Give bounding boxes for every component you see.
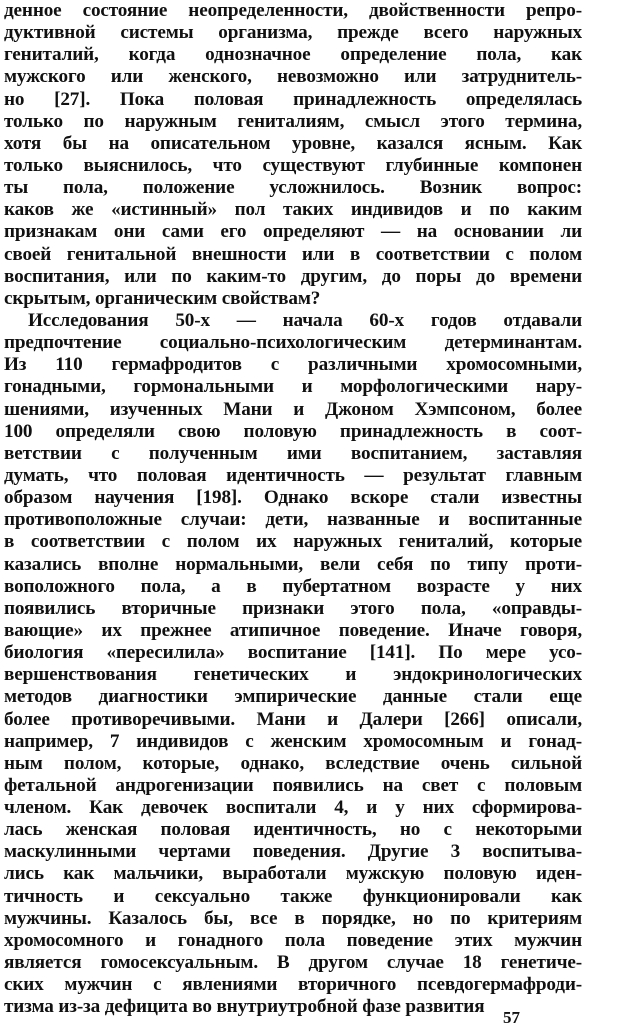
- text-line: лась женская половая идентичность, но с некоторыми: [4, 819, 582, 841]
- text-line: дуктивной системы организма, прежде всего наружных: [4, 22, 582, 44]
- text-line: только выяснилось, что существуют глубинные компонен: [4, 154, 582, 176]
- text-line: биология «пересилила» воспитание [141]. По мере усо-: [4, 642, 582, 664]
- text-line: ты пола, положение усложнилось. Возник вопрос:: [4, 177, 582, 199]
- text-line: мужского или женского, невозможно или затруднитель-: [4, 66, 582, 88]
- text-line: своей генитальной внешности или в соответствии с полом: [4, 243, 582, 265]
- text-line: 100 определяли свою половую принадлежность в соот-: [4, 420, 582, 442]
- text-line: образом научения [198]. Однако вскоре стали известны: [4, 487, 582, 509]
- text-line: Исследования 50-х — начала 60-х годов отдавали: [28, 309, 582, 331]
- text-line: ным полом, которые, однако, вследствие очень сильной: [4, 752, 582, 774]
- text-line: казались вполне нормальными, вели себя по типу проти-: [4, 553, 582, 575]
- text-line: думать, что половая идентичность — результат главным: [4, 464, 582, 486]
- text-line: лись как мальчики, выработали мужскую половую иден-: [4, 863, 582, 885]
- text-line: например, 7 индивидов с женским хромосомным и гонад-: [4, 730, 582, 752]
- text-line: фетальной андрогенизации появились на свет с половым: [4, 774, 582, 796]
- text-line: каков же «истинный» пол таких индивидов и по каким: [4, 199, 582, 221]
- text-line: ветствии с полученным ими воспитанием, заставляя: [4, 442, 582, 464]
- text-line: денное состояние неопределенности, двойственности репро-: [4, 0, 582, 21]
- text-line: шениями, изученных Мани и Джоном Хэмпсоном, более: [4, 398, 582, 420]
- page-number: 57: [503, 1008, 520, 1027]
- text-line: признакам они сами его определяют — на основании ли: [4, 221, 582, 243]
- text-line: гонадными, гормональными и морфологическими нару-: [4, 376, 582, 398]
- text-line: Из 110 гермафродитов с различными хромосомными,: [4, 354, 582, 376]
- text-line: тичность и сексуально также функционировали как: [4, 885, 582, 907]
- text-line: ских мужчин с явлениями вторичного псевдогермафроди-: [4, 974, 582, 996]
- text-line: вершенствования генетических и эндокринологических: [4, 664, 582, 686]
- body-text: [4, 0, 582, 1018]
- text-line: в соответствии с полом их наружных гениталий, которые: [4, 531, 582, 553]
- text-line: хотя бы на описательном уровне, казался ясным. Как: [4, 132, 582, 154]
- text-line: маскулинными чертами поведения. Другие 3 воспитыва-: [4, 841, 582, 863]
- text-line: только по наружным гениталиям, смысл этого термина,: [4, 110, 582, 132]
- text-line: воположного пола, а в пубертатном возрасте у них: [4, 575, 582, 597]
- text-line: мужчины. Казалось бы, все в порядке, но по критериям: [4, 907, 582, 929]
- text-line: появились вторичные признаки этого пола, «оправды-: [4, 597, 582, 619]
- text-line: является гомосексуальным. В другом случае 18 генетиче-: [4, 952, 582, 974]
- text-line: воспитания, или по каким-то другим, до поры до времени: [4, 265, 582, 287]
- text-line: скрытым, органическим свойствам?: [4, 287, 321, 309]
- text-line: гениталий, когда однозначное определение пола, как: [4, 44, 582, 66]
- text-line: членом. Как девочек воспитали 4, и у них сформирова-: [4, 797, 582, 819]
- text-line: противоположные случаи: дети, названные и воспитанные: [4, 509, 582, 531]
- text-line: методов диагностики эмпирические данные стали еще: [4, 686, 582, 708]
- text-line: предпочтение социально-психологическим детерминантам.: [4, 332, 582, 354]
- text-line: вающие» их прежнее атипичное поведение. Иначе говоря,: [4, 619, 582, 641]
- text-line: более противоречивыми. Мани и Далери [266] описали,: [4, 708, 582, 730]
- text-line: тизма из-за дефицита во внутриутробной фазе развития: [4, 996, 485, 1018]
- text-line: хромосомного и гонадного пола поведение этих мужчин: [4, 929, 582, 951]
- text-line: но [27]. Пока половая принадлежность определялась: [4, 88, 582, 110]
